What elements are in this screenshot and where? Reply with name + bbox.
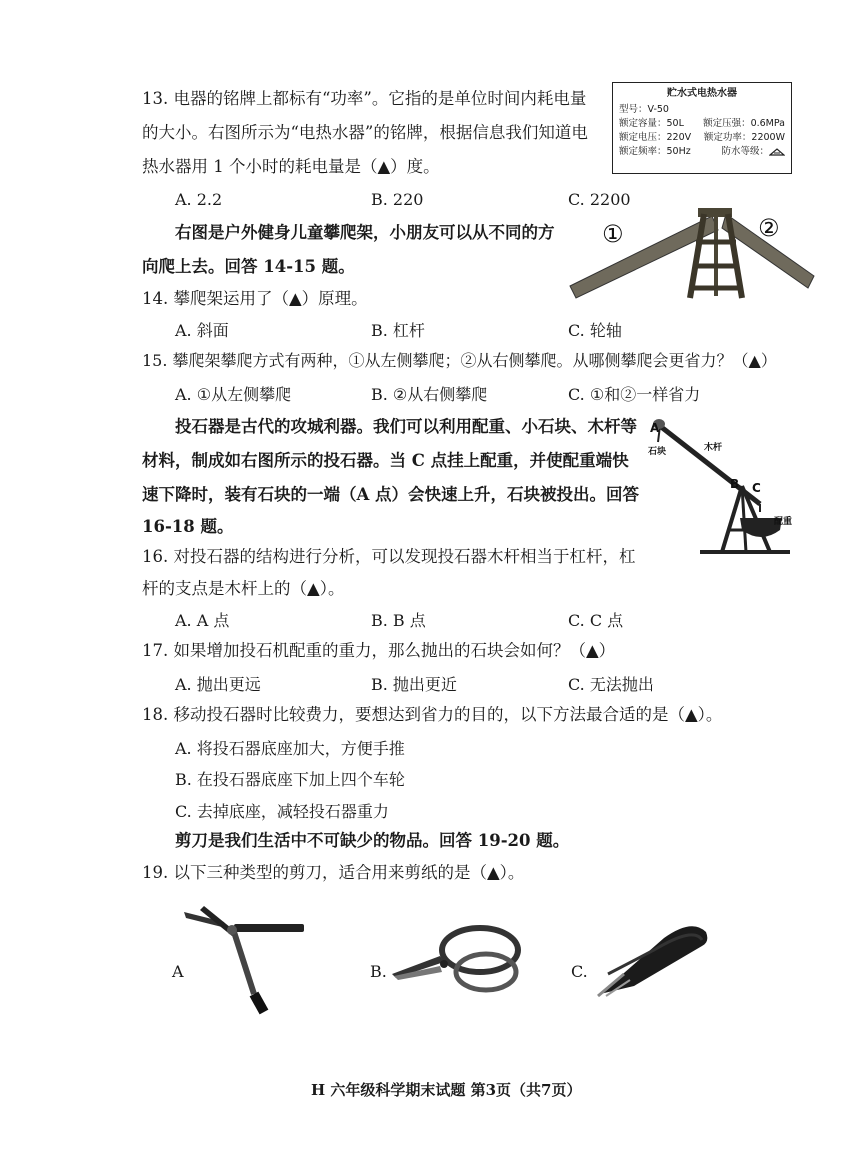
q16-option-b[interactable]: B. B 点: [371, 611, 426, 630]
q13-option-a[interactable]: A. 2.2: [175, 190, 223, 209]
q19-image-label-b: B.: [370, 962, 387, 981]
q17-option-b[interactable]: B. 抛出更近: [371, 675, 457, 694]
q18-option-a[interactable]: A. 将投石器底座加大，方便手推: [175, 739, 405, 758]
q18-option-c[interactable]: C. 去掉底座，减轻投石器重力: [175, 802, 389, 821]
climb-intro-line2: 向爬上去。回答 14-15 题。: [142, 257, 355, 276]
q13-line3: 热水器用 1 个小时的耗电量是（▲）度。: [142, 157, 440, 176]
catapult-label-a: A: [650, 421, 660, 435]
nameplate-pressure: 额定压强：0.6MPa: [703, 118, 785, 129]
nameplate-frequency: 额定频率：50Hz: [619, 146, 691, 157]
q19-stem: 19. 以下三种类型的剪刀，适合用来剪纸的是（▲）。: [142, 863, 525, 882]
q14-option-a[interactable]: A. 斜面: [175, 321, 229, 340]
climb-label-1: ①: [602, 220, 624, 248]
q13-option-b[interactable]: B. 220: [371, 190, 424, 209]
q14-stem: 14. 攀爬架运用了（▲）原理。: [142, 289, 368, 308]
q15-stem: 15. 攀爬架攀爬方式有两种，①从左侧攀爬；②从右侧攀爬。从哪侧攀爬会更省力？（▲）: [142, 351, 777, 370]
hedge-shears-image[interactable]: [180, 902, 310, 1016]
climb-label-2: ②: [758, 214, 780, 242]
catapult-label-weight: 配重: [774, 517, 793, 527]
q13-option-c[interactable]: C. 2200: [568, 190, 631, 209]
nameplate-voltage: 额定电压：220V: [619, 132, 692, 143]
catapult-label-stone: 石块: [648, 447, 667, 457]
q14-option-c[interactable]: C. 轮轴: [568, 321, 622, 340]
page-footer: H 六年级科学期末试题 第3页（共7页）: [311, 1081, 582, 1099]
q19-image-label-c: C.: [571, 962, 588, 981]
water-heater-nameplate: [612, 82, 792, 174]
thread-snips-image[interactable]: [594, 916, 714, 998]
q18-stem: 18. 移动投石器时比较费力，要想达到省力的目的，以下方法最合适的是（▲）。: [142, 705, 723, 724]
q19-image-label-a: A: [172, 962, 184, 981]
catapult-intro-line3: 速下降时，装有石块的一端（A 点）会快速上升，石块被投出。回答: [142, 485, 640, 504]
climb-intro-line1: 右图是户外健身儿童攀爬架，小朋友可以从不同的方: [175, 223, 555, 242]
climbing-frame-image: [562, 200, 822, 300]
q13-line1: 13. 电器的铭牌上都标有“功率”。它指的是单位时间内耗电量: [142, 89, 587, 108]
nameplate-capacity: 额定容量：50L: [619, 118, 684, 129]
nameplate-power: 额定功率：2200W: [703, 132, 785, 143]
q18-option-b[interactable]: B. 在投石器底座下加上四个车轮: [175, 770, 405, 789]
scissors-intro: 剪刀是我们生活中不可缺少的物品。回答 19-20 题。: [175, 831, 570, 850]
q15-option-a[interactable]: A. ①从左侧攀爬: [175, 385, 292, 404]
q16-line2: 杆的支点是木杆上的（▲）。: [142, 579, 345, 598]
q17-stem: 17. 如果增加投石机配重的重力，那么抛出的石块会如何？（▲）: [142, 641, 616, 660]
q16-option-c[interactable]: C. C 点: [568, 611, 624, 630]
q13-line2: 的大小。右图所示为“电热水器”的铭牌，根据信息我们知道电: [142, 123, 588, 142]
catapult-label-c: C: [752, 481, 761, 495]
q17-option-a[interactable]: A. 抛出更远: [175, 675, 261, 694]
nameplate-model: 型号：V-50: [619, 104, 669, 115]
catapult-intro-line1: 投石器是古代的攻城利器。我们可以利用配重、小石块、木杆等: [175, 417, 637, 436]
waterproof-triangle-icon: [769, 148, 785, 156]
catapult-label-rod: 木杆: [704, 443, 723, 453]
catapult-image: [640, 412, 800, 560]
q16-option-a[interactable]: A. A 点: [175, 611, 230, 630]
nameplate-waterproof: 防水等级：: [721, 146, 769, 157]
q15-option-b[interactable]: B. ②从右侧攀爬: [371, 385, 488, 404]
catapult-intro-line2: 材料，制成如右图所示的投石器。当 C 点挂上配重，并使配重端快: [142, 451, 629, 470]
nameplate-title: 贮水式电热水器: [667, 88, 737, 99]
paper-scissors-image[interactable]: [390, 916, 536, 998]
q17-option-c[interactable]: C. 无法抛出: [568, 675, 654, 694]
q16-line1: 16. 对投石器的结构进行分析，可以发现投石器木杆相当于杠杆，杠: [142, 547, 636, 566]
catapult-label-b: B: [730, 477, 740, 491]
q14-option-b[interactable]: B. 杠杆: [371, 321, 425, 340]
catapult-intro-line4: 16-18 题。: [142, 517, 234, 536]
q15-option-c[interactable]: C. ①和②一样省力: [568, 385, 701, 404]
